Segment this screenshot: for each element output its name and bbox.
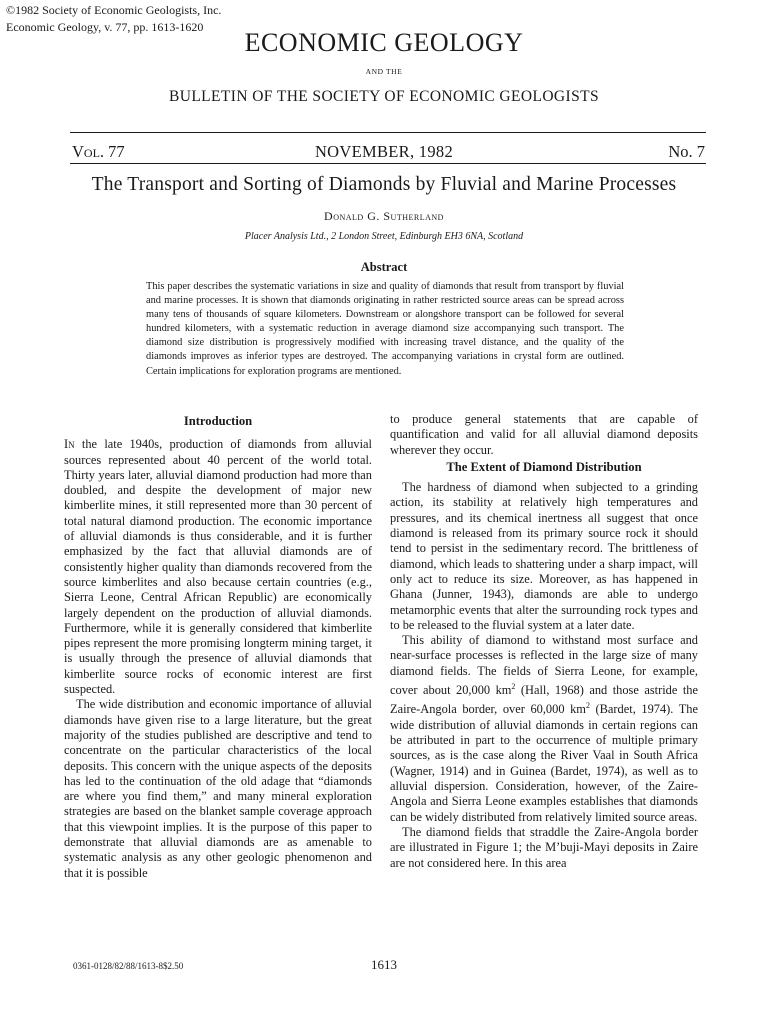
superscript: 2 xyxy=(511,682,516,692)
issue-number: No. 7 xyxy=(668,142,705,161)
page-number: 1613 xyxy=(371,957,397,972)
left-column xyxy=(64,412,372,881)
volume-label: Vol. 77 xyxy=(72,142,125,161)
superscript: 2 xyxy=(585,701,590,711)
article-title: The Transport and Sorting of Diamonds by Fluvial and Marine Processes xyxy=(91,174,677,195)
extent-heading: The Extent of Diamond Distribution xyxy=(446,459,642,474)
extent-paragraph-2-c: (Bardet, 1974). The wide distribution of alluvial diamonds in certain regions can be attributed in part to the occurrence of multiple primary sources, as is the case along the River Vaal in South Africa (Wagner, 1914) and in Guinea (Bardet, 1974), as well as to alluvial dispersion. Consideration, however, of the Zaire-Angola and Sierra Leone examples establishes that diamonds can be widely distributed from relatively limited source areas. xyxy=(390,702,699,824)
abstract-heading: Abstract xyxy=(360,260,408,274)
intro-paragraph-2: The wide distribution and economic importance of alluvial diamonds have given rise to a large literature, but the great majority of the studies published are descriptive and tend to concentrate on the particular characteristics of the local deposits. This concern with the unique aspects of the deposits has led to the continuation of the old adage that “diamonds are where you find them,” and many mineral exploration strategies are based on the blanket sample coverage approach that this viewpoint implies. It is the purpose of this paper to demonstrate that alluvial diamonds are as amenable to systematic analysis as any other geologic phenomenon and that it is possible xyxy=(64,697,372,880)
right-column xyxy=(390,412,698,871)
abstract-text: This paper describes the systematic variations in size and quality of diamonds that result from transport by fluvial and marine processes. It is shown that diamonds originating in rather restricted source areas can be spread across many tens of thousands of square kilometers. Downstream or alongshore transport can be followed for several hundred kilometers, with a systematic reduction in average diamond size accompanying such transport. The diamond size distribution is progressively modified with increasing travel distance, and the quality of the diamonds improves as inferior types are destroyed. The accompanying variations in crystal form are outlined. Certain implications for exploration programs are mentioned. xyxy=(146,281,624,377)
introduction-heading: Introduction xyxy=(183,414,253,428)
extent-paragraph-2-b: (Hall, 1968) and those astride the Zaire-Angola border, over 60,000 km xyxy=(390,683,698,717)
masthead-bottom-rule xyxy=(70,163,706,164)
intro-paragraph-continuation: to produce general statements that are capable of quantification and valid for all alluvial diamond deposits wherever they occur. xyxy=(390,412,698,457)
bulletin-title: BULLETIN OF THE SOCIETY OF ECONOMIC GEOLOGISTS xyxy=(168,88,599,105)
issue-date: NOVEMBER, 1982 xyxy=(314,142,454,161)
extent-paragraph-2-a: This ability of diamond to withstand most surface and near-surface processes is reflected in the large size of many diamond fields. The fields of Sierra Leone, for example, cover about 20,000 km xyxy=(390,633,698,698)
author-name: Donald G. Sutherland xyxy=(324,209,444,223)
masthead-top-rule xyxy=(70,132,706,133)
intro-paragraph-1 xyxy=(64,437,372,697)
extent-paragraph-1: The hardness of diamond when subjected to a grinding action, its stability at relatively high temperatures and pressures, and its chemical inertness all suggest that once diamond is released from its primary source rock it should tend to persist in the sedimentary record. The brittleness of diamond, which leads to shattering under a sharp impact, will only act to reduce its size. Moreover, as has happened in Ghana (Junner, 1943), diamonds are able to undergo metamorphic events that alter the surrounding rock types and to be released to the fluvial system at a later date. xyxy=(390,480,698,632)
journal-title: ECONOMIC GEOLOGY xyxy=(244,28,524,57)
footer-code: 0361-0128/82/88/1613-8$2.50 xyxy=(73,961,184,971)
author-affiliation: Placer Analysis Ltd., 2 London Street, Edinburgh EH3 6NA, Scotland xyxy=(244,231,524,242)
intro-paragraph-1-text: the late 1940s, production of diamonds from alluvial sources represented about 40 percent of the world total. Thirty years later, alluvial diamond production had more than doubled, and despite the development of major new kimberlite mines, it still represented more than 30 percent of total natural diamond production. The economic importance of alluvial diamonds is thus considerable, and it is further emphasized by the fact that alluvial diamonds are of consistently higher quality than diamonds recovered from the source kimberlites and also because certain countries (e.g., Sierra Leone, Central African Republic) are economically largely dependent on the production of alluvial diamonds. Furthermore, while it is generally considered that kimberlite pipes represent the more promising longterm mining target, it is usually through the presence of alluvial diamonds that kimberlite source rocks of economic interest are first suspected. xyxy=(64,437,372,697)
extent-paragraph-3: The diamond fields that straddle the Zaire-Angola border are illustrated in Figure 1; the M’buji-Mayi deposits in Zaire are not considered here. In this area xyxy=(390,824,698,870)
dropcap-word: In xyxy=(64,437,75,452)
citation-line: Economic Geology, v. 77, pp. 1613-1620 xyxy=(6,20,204,34)
and-the-label: AND THE xyxy=(365,67,403,76)
extent-paragraph-2 xyxy=(390,633,698,825)
copyright-line: ©1982 Society of Economic Geologists, Inc. xyxy=(6,3,222,17)
